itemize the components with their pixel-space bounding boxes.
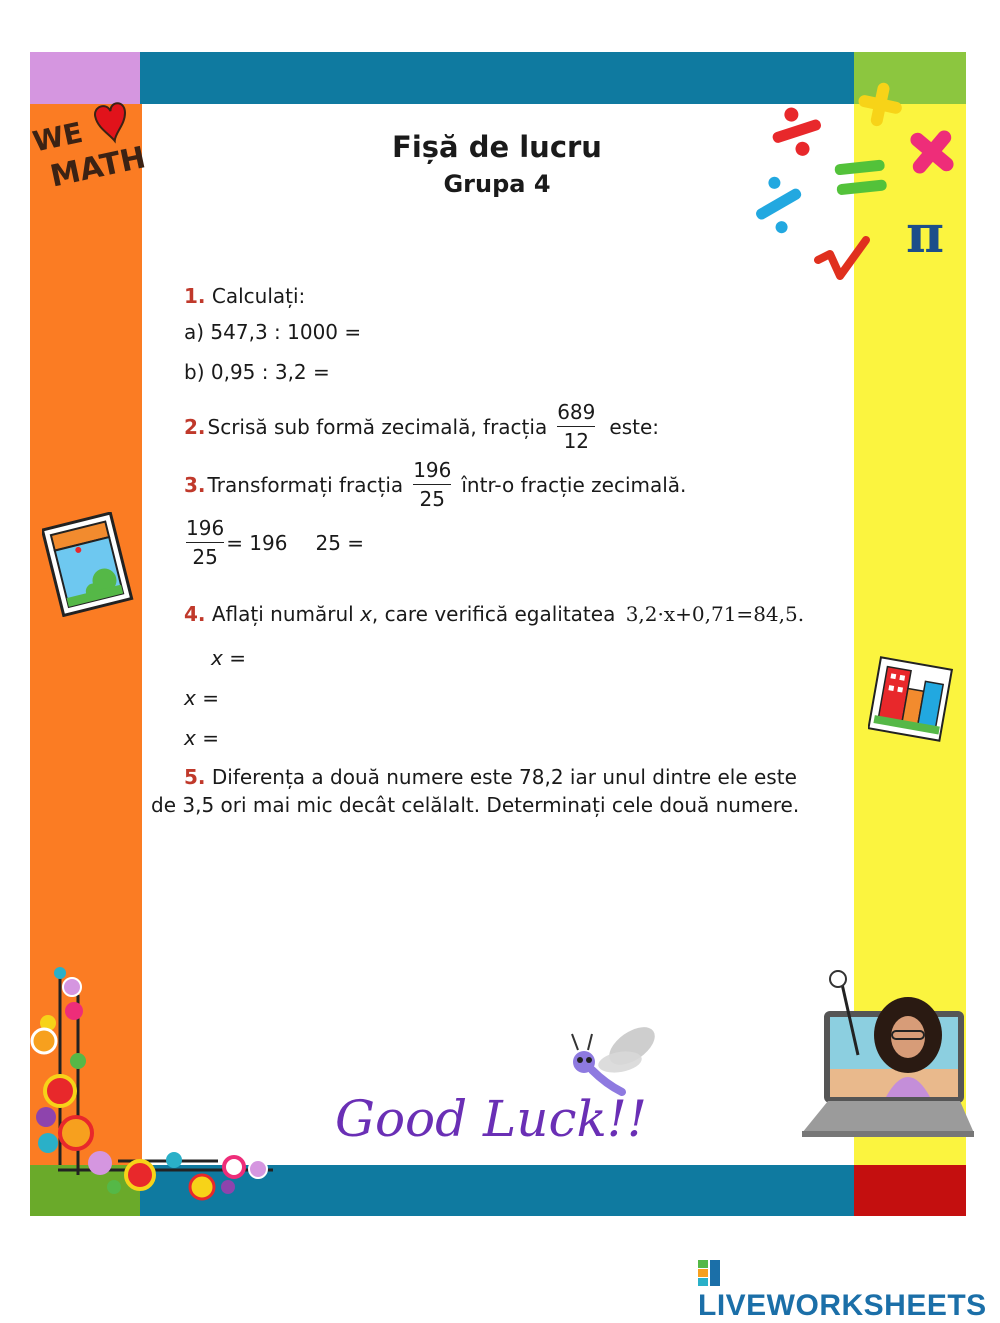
exercise-number: 1. (184, 284, 206, 308)
window-sticker (42, 512, 134, 617)
building-sticker (868, 655, 953, 745)
fraction-denominator: 25 (419, 487, 445, 511)
page-subtitle: Grupa 4 (443, 170, 551, 198)
fraction (186, 516, 224, 569)
fraction (557, 400, 595, 453)
fraction-denominator: 12 (563, 429, 590, 453)
exercise-3 (184, 458, 686, 511)
fraction-numerator: 689 (557, 400, 596, 424)
exercise-text: Diferența a două numere este 78,2 iar unul dintre ele este (211, 765, 797, 789)
variable-x: x (360, 602, 372, 626)
exercise-text: într-o fracție zecimală. (461, 472, 687, 497)
fraction-numerator: 196 (186, 516, 225, 540)
exercise-1 (184, 284, 305, 308)
answer-line-2: x = (184, 686, 219, 710)
exercise-1-a: a) 547,3 : 1000 = (184, 320, 362, 344)
exercise-number: 2. (184, 414, 206, 439)
page-title: Fișă de lucru (392, 130, 602, 164)
bubble-decoration (28, 965, 288, 1205)
exercise-1-b: b) 0,95 : 3,2 = (184, 360, 330, 384)
exercise-number: 3. (184, 472, 206, 497)
exercise-2 (184, 400, 659, 453)
fraction-numerator: 196 (413, 458, 452, 482)
equation: 3,2·x+0,71=84,5. (625, 602, 805, 626)
exercise-prompt: Calculați: (211, 284, 306, 308)
liveworksheets-logo (698, 1255, 1000, 1323)
exercise-3-work (186, 516, 364, 569)
svg-text:WE: WE (30, 115, 86, 159)
exercise-5-line-2: de 3,5 ori mai mic decât celălalt. Determinați cele două numere. (151, 793, 800, 817)
liveworksheets-badge-icon (698, 1260, 720, 1286)
exercise-text: este: (609, 414, 659, 439)
corner-bottom-right (854, 1165, 966, 1216)
exercise-text: Aflați numărul (211, 602, 354, 626)
answer-line-1: x = (211, 646, 246, 670)
exercise-text: Scrisă sub formă zecimală, fracția (207, 414, 548, 439)
exercise-4 (184, 602, 804, 626)
teacher-laptop-illustration (798, 965, 976, 1145)
work-equation: = 196 (226, 530, 288, 555)
svg-text:π: π (906, 204, 945, 265)
exercise-number: 4. (184, 602, 206, 626)
good-luck-text: Good Luck!! (335, 1090, 647, 1148)
work-equation: 25 = (315, 530, 365, 555)
exercise-5-line-1 (184, 765, 797, 789)
fraction-denominator: 25 (192, 545, 218, 569)
top-band (140, 52, 854, 104)
svg-text:MATH: MATH (47, 140, 149, 190)
answer-line-3: x = (184, 726, 219, 750)
liveworksheets-brand: LIVEWORKSHEETS (698, 1289, 987, 1322)
fraction (413, 458, 451, 511)
exercise-text: , care verifică egalitatea (371, 602, 616, 626)
we-love-math-sticker (30, 90, 150, 190)
exercise-number: 5. (184, 765, 206, 789)
exercise-text: Transformați fracția (207, 472, 404, 497)
